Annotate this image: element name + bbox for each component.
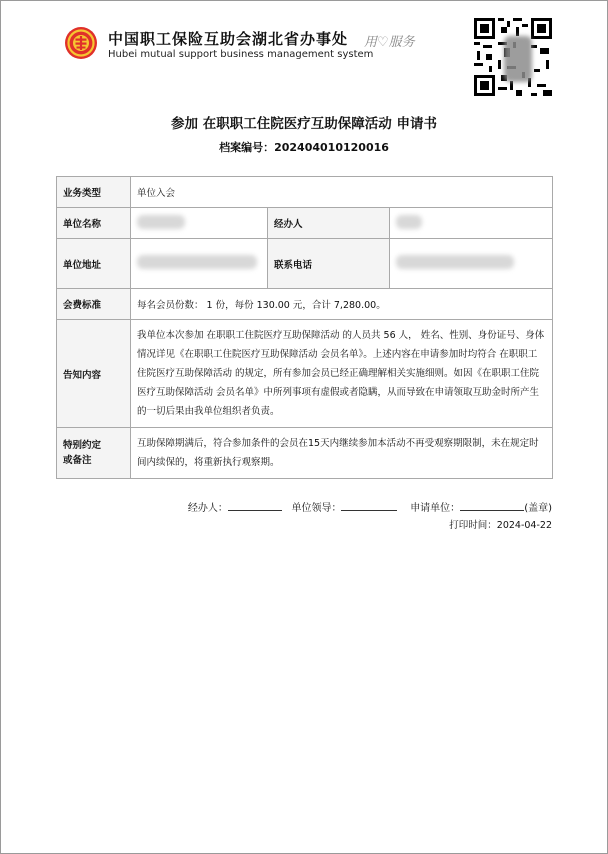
contact-phone-value <box>390 239 553 289</box>
print-time-value: 2024-04-22 <box>496 520 552 531</box>
table-row <box>57 289 553 320</box>
slogan-right: 服务 <box>388 35 415 50</box>
operator-label: 经办人 <box>268 208 390 239</box>
table-row <box>57 177 553 208</box>
operator-sign-label: 经办人： <box>187 503 228 514</box>
signature-line <box>0 499 552 514</box>
leader-sign-blank <box>341 501 397 511</box>
operator-value <box>390 208 553 239</box>
archive-number <box>0 139 608 155</box>
unit-address-redaction <box>137 255 257 269</box>
applicant-sign-label: 申请单位： <box>410 503 461 514</box>
remarks-label-line2: 或备注 <box>63 455 92 466</box>
unit-name-value <box>131 208 268 239</box>
fee-value: 每名会员份数： 1 份，每份 130.00 元，合计 7,280.00。 <box>131 289 553 320</box>
unit-address-label: 单位地址 <box>57 239 131 289</box>
archive-label: 档案编号： <box>219 141 275 154</box>
table-row <box>57 320 553 428</box>
business-type-label: 业务类型 <box>57 177 131 208</box>
heart-icon: ♡ <box>377 35 389 50</box>
table-row <box>57 208 553 239</box>
operator-sign-blank <box>228 501 282 511</box>
archive-value: 202404010120016 <box>274 141 389 154</box>
operator-redaction <box>396 215 422 229</box>
remarks-label <box>57 428 131 479</box>
org-logo-icon <box>64 26 98 60</box>
remarks-label-line1: 特别约定 <box>63 440 102 451</box>
org-name: 中国职工保险互助会湖北省办事处 <box>108 30 349 48</box>
applicant-sign-blank <box>460 501 524 511</box>
fee-label: 会费标准 <box>57 289 131 320</box>
org-subtitle: Hubei mutual support business management system <box>108 49 374 60</box>
notice-label: 告知内容 <box>57 320 131 428</box>
document-title: 参加 在职职工住院医疗互助保障活动 申请书 <box>171 116 437 132</box>
slogan <box>364 31 415 50</box>
notice-value: 我单位本次参加 在职职工住院医疗互助保障活动 的人员共 56 人， 姓名、性别、身份证号、身体情况详见《在职职工住院医疗互助保障活动 会员名单》。上述内容在申请参加时均符合 在职职工住院医疗互助保障活动 的规定，所有参加会员已经正确理解相关实施细则。如因《在职职工住院医疗互助保障活动 会员名单》中所列事项有虚假或者隐瞒，从而导致在申请领取互助金时所产生的一切后果由我单位组织者负责。 <box>131 320 553 428</box>
slogan-left: 用 <box>364 35 378 50</box>
contact-phone-label: 联系电话 <box>268 239 390 289</box>
table-row <box>57 239 553 289</box>
print-time-label: 打印时间： <box>449 520 497 531</box>
unit-name-label: 单位名称 <box>57 208 131 239</box>
contact-phone-redaction <box>396 255 514 269</box>
table-row <box>57 428 553 479</box>
seal-label: (盖章) <box>524 503 552 514</box>
unit-name-redaction <box>137 215 185 229</box>
print-time <box>0 517 552 531</box>
qr-redaction <box>504 36 532 82</box>
leader-sign-label: 单位领导： <box>291 503 342 514</box>
business-type-value: 单位入会 <box>131 177 553 208</box>
remarks-value: 互助保障期满后，符合参加条件的会员在15天内继续参加本活动不再受观察期限制，未在规定时间内续保的，将重新执行观察期。 <box>131 428 553 479</box>
unit-address-value <box>131 239 268 289</box>
application-form-table <box>56 176 553 479</box>
